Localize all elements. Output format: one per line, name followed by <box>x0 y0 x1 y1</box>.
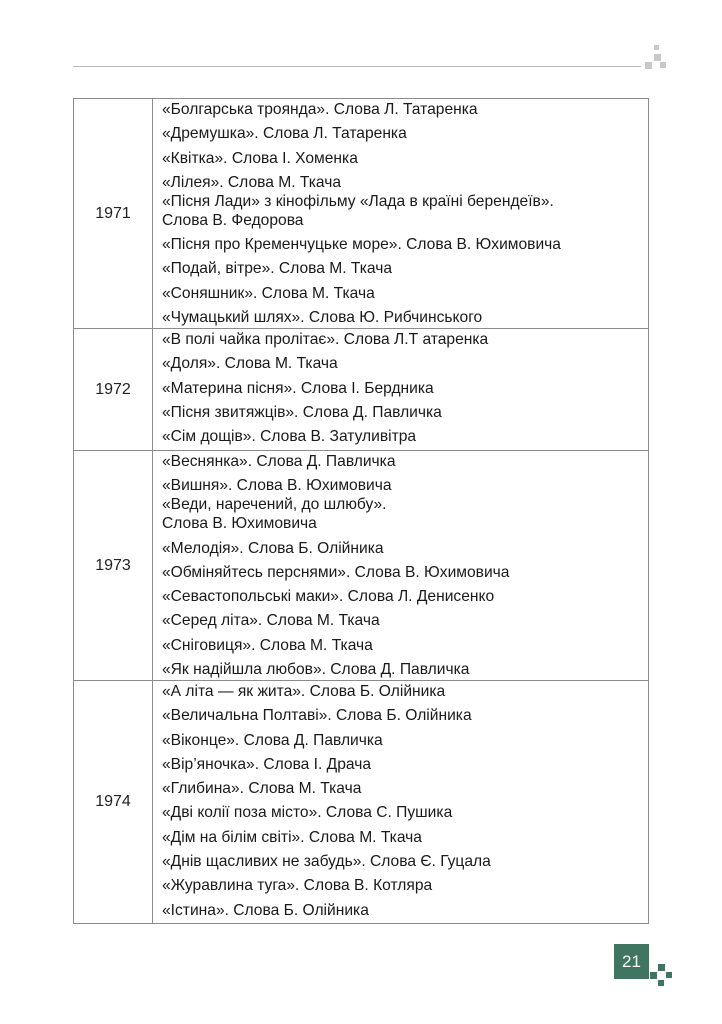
year-cell: 1973 <box>74 451 153 681</box>
song-title: «Пісня про Кременчуцьке море». Слова В. Юхимовича <box>162 236 561 254</box>
song-title: «В полі чайка пролітає». Слова Л.Т атаренка <box>162 331 489 348</box>
song-title: «Величальна Полтаві». Слова Б. Олійника <box>162 707 472 725</box>
header-rule <box>73 66 641 67</box>
song-title: «Дві колії поза місто». Слова С. Пушика <box>162 804 453 822</box>
song-title: «Як надійшла любов». Слова Д. Павличка <box>162 661 470 679</box>
song-title: Слова В. Федорова <box>162 211 304 229</box>
song-title: «Істина». Слова Б. Олійника <box>162 901 369 919</box>
song-title: «Соняшник». Слова М. Ткача <box>162 284 375 302</box>
songs-table <box>73 98 649 924</box>
song-title: «Дім на білім світі». Слова М. Ткача <box>162 828 422 846</box>
song-title: Слова В. Юхимовича <box>162 515 317 533</box>
year-cell: 1971 <box>74 99 153 329</box>
song-title: «А літа — як жита». Слова Б. Олійника <box>162 683 446 700</box>
song-title: «Дремушка». Слова Л. Татаренка <box>162 125 407 143</box>
table-row <box>74 99 649 329</box>
song-title: «Севастопольські маки». Слова Л. Денисенко <box>162 588 495 606</box>
year-cell: 1974 <box>74 681 153 924</box>
year-cell: 1972 <box>74 329 153 451</box>
song-title: «Сім дощів». Слова В. Затуливітра <box>162 428 417 446</box>
page-number: 21 <box>614 944 649 979</box>
song-title: «Вишня». Слова В. Юхимовича <box>162 477 392 495</box>
song-title: «Болгарська троянда». Слова Л. Татаренка <box>162 101 478 118</box>
song-title: «Веснянка». Слова Д. Павличка <box>162 453 396 470</box>
song-title: «Пісня Лади» з кінофільму «Лада в країні берендеїв». <box>162 192 554 210</box>
song-title: «Обміняйтесь перснями». Слова В. Юхимовича <box>162 563 510 581</box>
song-title: «Доля». Слова М. Ткача <box>162 355 338 373</box>
song-title: «Лілея». Слова М. Ткача <box>162 173 342 191</box>
song-title: «Глибина». Слова М. Ткача <box>162 780 362 798</box>
song-title: «Материна пісня». Слова І. Бердника <box>162 379 434 397</box>
song-title: «Квітка». Слова І. Хоменка <box>162 149 358 167</box>
song-title: «Чумацький шлях». Слова Ю. Рибчинського <box>162 309 483 327</box>
song-title: «Серед літа». Слова М. Ткача <box>162 612 380 630</box>
table-row <box>74 451 649 681</box>
song-title: «Сніговиця». Слова М. Ткача <box>162 636 373 654</box>
songs-cell <box>153 681 649 924</box>
song-title: «Днів щасливих не забудь». Слова Є. Гуцала <box>162 853 491 871</box>
songs-cell <box>153 329 649 451</box>
table-row <box>74 329 649 451</box>
songs-cell <box>153 451 649 681</box>
song-title: «Вір’яночка». Слова І. Драча <box>162 755 372 773</box>
song-title: «Веди, наречений, до шлюбу». <box>162 496 387 514</box>
table-row <box>74 681 649 924</box>
song-title: «Віконце». Слова Д. Павличка <box>162 731 383 749</box>
song-title: «Пісня звитяжців». Слова Д. Павличка <box>162 403 442 421</box>
songs-cell <box>153 99 649 329</box>
song-title: «Подай, вітре». Слова М. Ткача <box>162 260 393 278</box>
song-title: «Мелодія». Слова Б. Олійника <box>162 539 384 557</box>
song-title: «Журавлина туга». Слова В. Котляра <box>162 877 433 895</box>
